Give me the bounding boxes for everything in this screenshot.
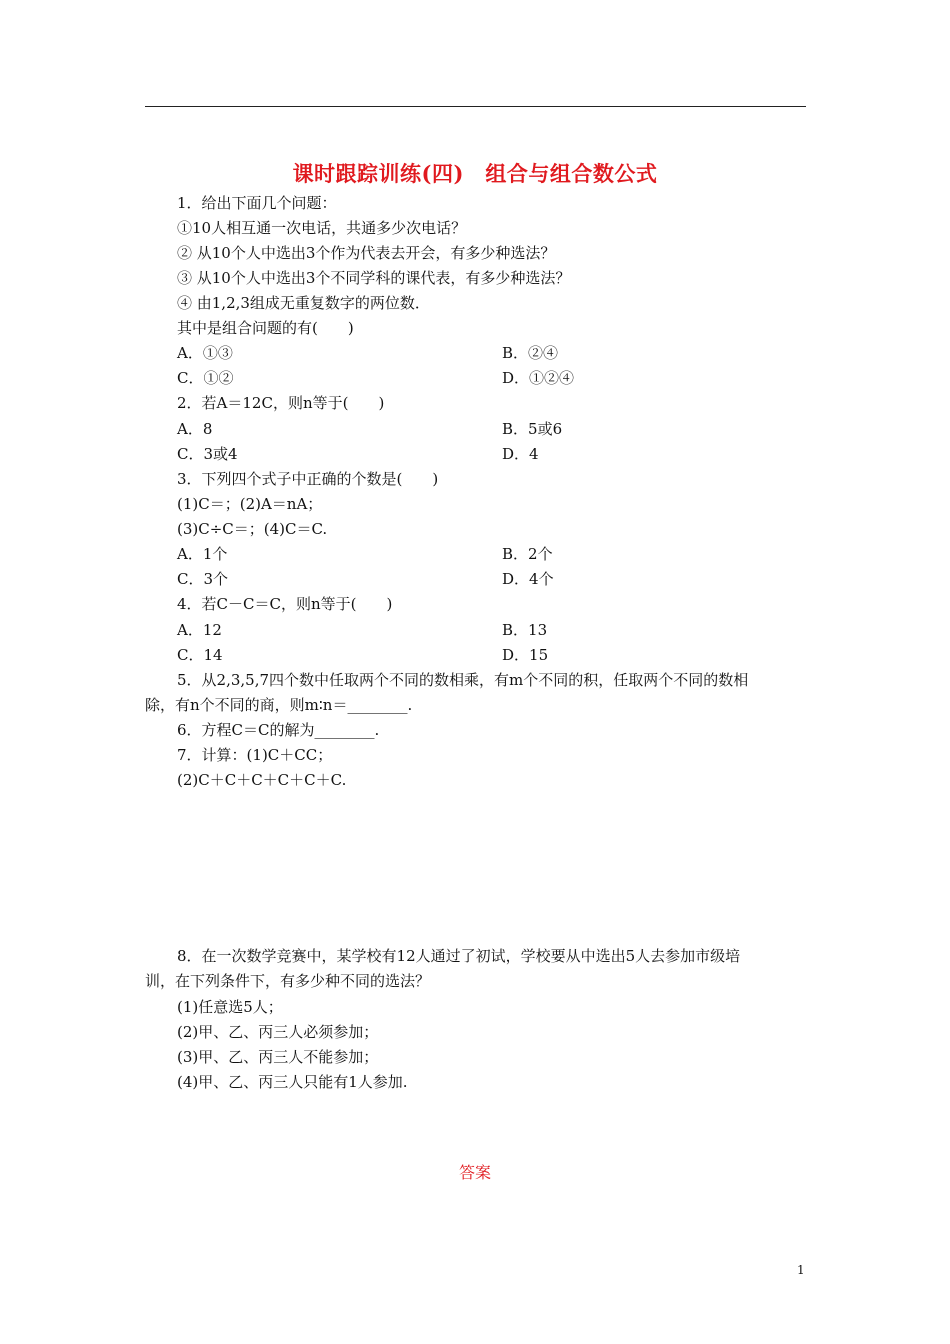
q8-item-1: (1)任意选5人； (177, 998, 283, 1016)
q5-line-2: 除，有n个不同的商，则m∶n＝________. (145, 696, 413, 714)
q5-line-1: 5．从2,3,5,7四个数中任取两个不同的数相乘，有m个不同的积，任取两个不同的数相 (177, 671, 749, 689)
q1-option-d: D．①②④ (502, 369, 575, 387)
q3-line-2: (3)C÷C＝；(4)C＝C. (177, 520, 328, 538)
q3-option-c: C．3个 (177, 570, 229, 588)
q3-option-a: A．1个 (177, 545, 228, 563)
answer-link[interactable]: 答案 (458, 1163, 491, 1182)
q7-line-1: 7．计算：(1)C＋CC； (177, 746, 333, 764)
q4-option-a: A．12 (177, 621, 222, 639)
q8-line-2: 训，在下列条件下，有多少种不同的选法？ (145, 972, 431, 990)
q8-item-2: (2)甲、乙、丙三人必须参加； (177, 1023, 379, 1041)
q4-option-c: C．14 (177, 646, 223, 664)
q2-stem: 2．若A＝12C，则n等于( ) (177, 394, 385, 412)
q2-option-c: C．3或4 (177, 445, 238, 463)
q8-item-4: (4)甲、乙、丙三人只能有1人参加. (177, 1073, 408, 1091)
q1-stem: 1．给出下面几个问题： (177, 194, 337, 212)
q1-item-4: ④ 由1,2,3组成无重复数字的两位数． (177, 294, 430, 312)
page-title: 课时跟踪训练(四) 组合与组合数公式 (292, 161, 658, 186)
q4-option-b: B．13 (502, 621, 548, 639)
q1-item-1: ①10人相互通一次电话，共通多少次电话？ (177, 219, 467, 237)
q2-option-b: B．5或6 (502, 420, 563, 438)
q7-line-2: (2)C＋C＋C＋C＋C＋C. (177, 771, 347, 789)
q3-option-d: D．4个 (502, 570, 554, 588)
q3-line-1: (1)C＝；(2)A＝nA； (177, 495, 323, 513)
q1-option-a: A．①③ (177, 344, 233, 362)
q6-text: 6．方程C＝C的解为________. (177, 721, 380, 739)
q8-line-1: 8．在一次数学竞赛中，某学校有12人通过了初试，学校要从中选出5人去参加市级培 (177, 947, 741, 965)
q1-item-2: ② 从10个人中选出3个作为代表去开会，有多少种选法？ (177, 244, 556, 262)
header-rule (145, 106, 806, 107)
q1-option-c: C．①② (177, 369, 234, 387)
page-number: 1 (797, 1263, 805, 1277)
q1-prompt: 其中是组合问题的有( ) (177, 319, 354, 337)
q1-option-b: B．②④ (502, 344, 559, 362)
q3-stem: 3．下列四个式子中正确的个数是( ) (177, 470, 439, 488)
q4-option-d: D．15 (502, 646, 549, 664)
q8-item-3: (3)甲、乙、丙三人不能参加； (177, 1048, 379, 1066)
q2-option-a: A．8 (177, 420, 213, 438)
q4-stem: 4．若C－C＝C，则n等于( ) (177, 595, 393, 613)
q1-item-3: ③ 从10个人中选出3个不同学科的课代表，有多少种选法？ (177, 269, 571, 287)
q3-option-b: B．2个 (502, 545, 553, 563)
q2-option-d: D．4 (502, 445, 539, 463)
